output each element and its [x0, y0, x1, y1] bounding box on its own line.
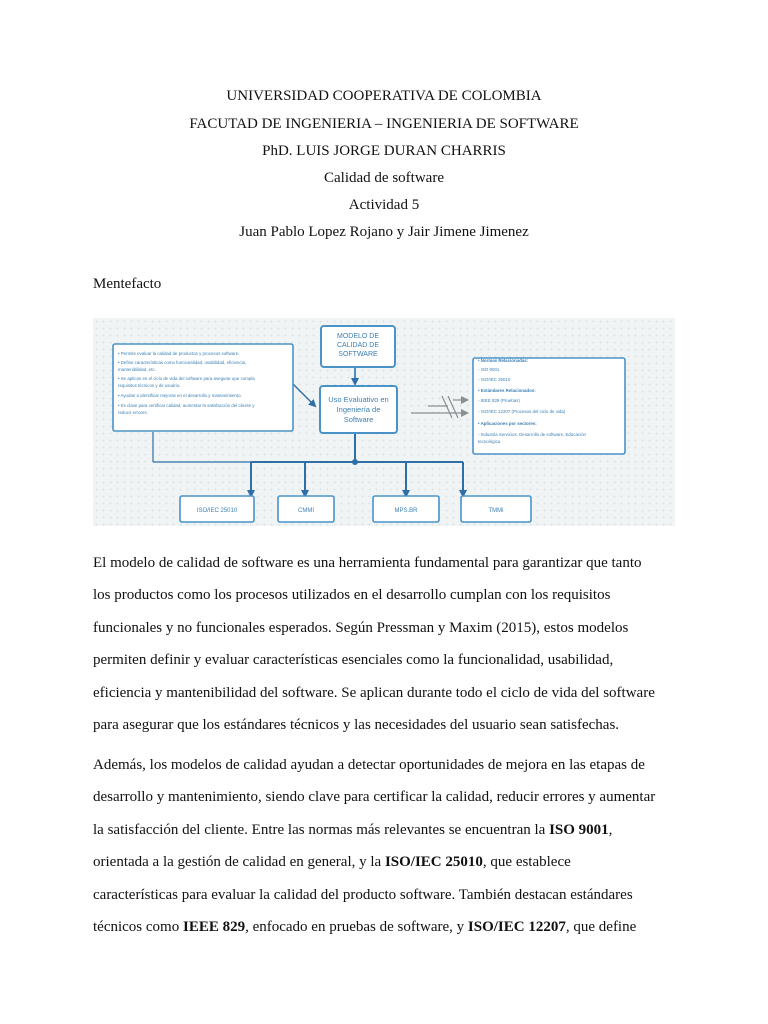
bottom-box-iso25010 [180, 496, 254, 522]
iso-9001-bold: ISO 9001 [549, 821, 609, 838]
paragraph-line: funcionales y no funcionales esperados. Según Pressman y Maxim (2015), estos modelos [93, 619, 629, 636]
text-run: , [608, 821, 613, 838]
top-box-line: SOFTWARE [338, 351, 378, 358]
bottom-box-label: CMMI [298, 508, 314, 514]
left-box-line: requisitos técnicos y de usuario. [118, 383, 181, 388]
bottom-box-label: ISO/IEC 25010 [196, 508, 238, 514]
paragraph-line: los productos como los procesos utilizados en el desarrollo cumplan con los requisitos [93, 587, 611, 604]
university-name: UNIVERSIDAD COOPERATIVA DE COLOMBIA [226, 88, 542, 104]
right-box-line: • Estándares Relacionados: [478, 388, 536, 393]
bottom-box-mpsbr [373, 496, 439, 522]
center-box [320, 386, 397, 433]
text-run: técnicos como [93, 919, 183, 936]
right-box-line: ◦ IEEE 829 (Pruebas) [478, 398, 520, 403]
section-label: Mentefacto [93, 276, 162, 292]
right-box-line: ◦ ISO/IEC 12207 (Procesos del ciclo de vida) [478, 409, 566, 414]
diagram-svg [93, 318, 675, 526]
mentefacto-diagram [93, 318, 675, 526]
iso-12207-bold: ISO/IEC 12207 [467, 919, 566, 936]
text-run: orientada a la gestión de calidad en general, y la [93, 854, 385, 871]
left-box-line: mantenibilidad, etc. [118, 367, 156, 372]
left-box-line: • Es clave para certificar calidad, aumentar la satisfacción del cliente y [118, 403, 255, 408]
paragraph-line: permiten definir y evaluar características esenciales como la funcionalidad, usabilidad, [93, 652, 614, 669]
left-box [113, 344, 293, 431]
professor-name: PhD. LUIS JORGE DURAN CHARRIS [262, 143, 506, 159]
center-box-line: Ingeniería de [336, 405, 381, 414]
paragraph-2 [93, 749, 675, 943]
paragraph-line [93, 814, 675, 846]
paragraph-line: para asegurar que los estándares técnicos y las necesidades del usuario sean satisfechas. [93, 717, 620, 734]
top-box-line: CALIDAD DE [336, 342, 380, 349]
paragraph-line: características para evaluar la calidad del producto software. También destacan estándares [93, 886, 633, 903]
paragraph-line: eficiencia y mantenibilidad del software. Se aplican durante todo el ciclo de vida del software [93, 684, 655, 701]
top-box [321, 326, 395, 367]
right-box-line: tecnológica [478, 439, 501, 444]
right-box-line: • Aplicaciones por sectores: [478, 421, 537, 426]
right-box-line: ◦ ISO/IEC 25010 [478, 377, 511, 382]
top-box-line: MODELO DE [336, 333, 380, 340]
bottom-box-tmmi [461, 496, 531, 522]
right-box-line: • Normas Relacionadas: [478, 358, 529, 363]
bottom-box-cmmi [278, 496, 334, 522]
paragraph-line [93, 846, 675, 878]
text-run: , enfocado en pruebas de software, y [245, 919, 468, 936]
activity-name: Actividad 5 [348, 197, 420, 213]
bottom-box-label: TMMi [488, 508, 504, 514]
left-box-line: • Define características como funcionalidad, usabilidad, eficiencia, [118, 360, 247, 365]
left-box-line: • Permite evaluar la calidad de productos y procesos software. [118, 351, 240, 356]
authors: Juan Pablo Lopez Rojano y Jair Jimene Jimenez [239, 224, 529, 240]
right-box-line: ◦ Industria Servicios, Desarrollo de software, Educación [478, 432, 586, 437]
ieee-829-bold: IEEE 829 [182, 919, 246, 936]
left-box-line: • Se aplican en el ciclo de vida del software para asegurar que cumpla [118, 376, 255, 381]
right-box-line: ◦ ISO 9001 [478, 367, 500, 372]
paragraph-line: El modelo de calidad de software es una herramienta fundamental para garantizar que tanto [93, 555, 642, 571]
paragraph-line: Además, los modelos de calidad ayudan a detectar oportunidades de mejora en las etapas de [93, 757, 645, 773]
center-box-line: Uso Evaluativo en [328, 395, 389, 404]
text-run: , que define [565, 919, 637, 936]
left-box-line: • Ayudan a identificar mejoras en el desarrollo y mantenimiento. [118, 393, 242, 398]
text-run: la satisfacción del cliente. Entre las normas más relevantes se encuentran la [93, 821, 550, 838]
faculty-name: FACUTAD DE INGENIERIA – INGENIERIA DE SOFTWARE [189, 116, 579, 132]
paragraph-line [93, 911, 675, 943]
bottom-box-label: MPS.BR [394, 508, 418, 514]
text-run: , que establece [482, 854, 571, 871]
paragraph-line: desarrollo y mantenimiento, siendo clave para certificar la calidad, reducir errores y aumentar [93, 789, 656, 806]
left-box-line: reducir errores. [118, 410, 148, 415]
course-name: Calidad de software [324, 170, 444, 186]
iso-25010-bold: ISO/IEC 25010 [384, 854, 483, 871]
center-box-line: Software [343, 415, 374, 424]
right-box [473, 358, 625, 454]
paragraph-1 [93, 547, 675, 741]
